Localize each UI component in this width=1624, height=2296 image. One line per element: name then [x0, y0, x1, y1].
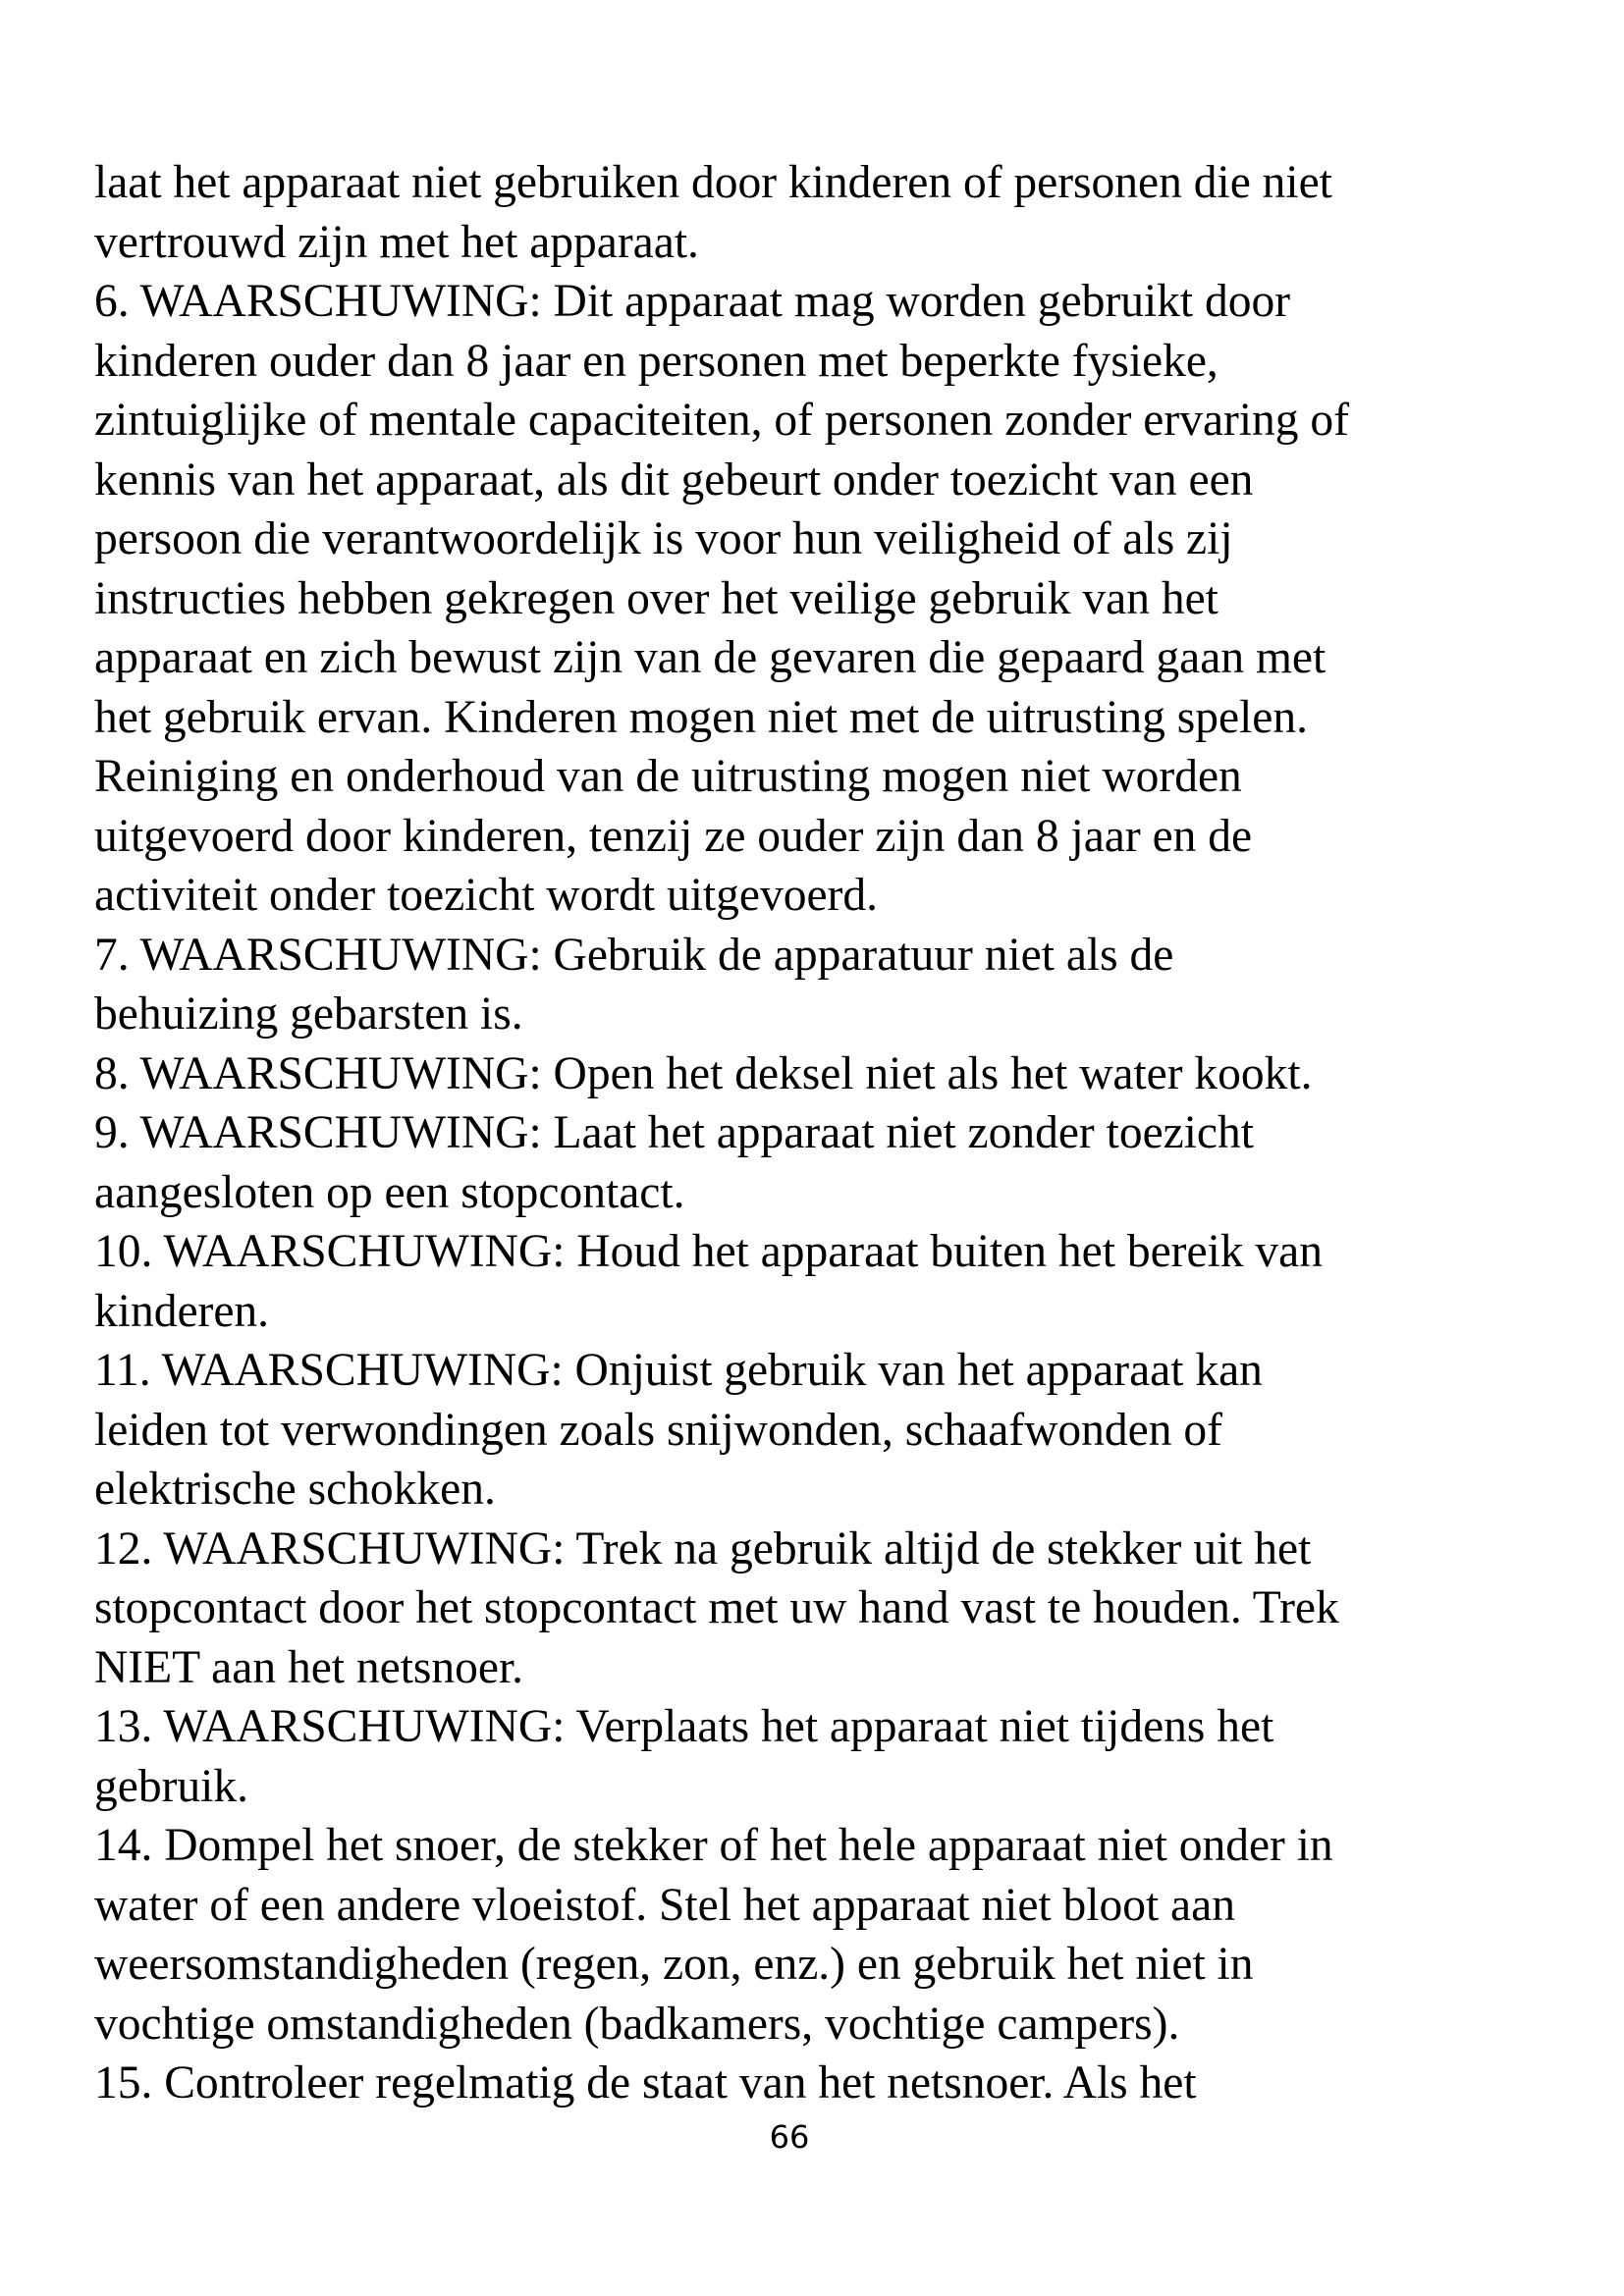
text-line: activiteit onder toezicht wordt uitgevoerd.: [94, 870, 878, 921]
text-line: NIET aan het netsnoer.: [94, 1641, 524, 1693]
page-number: 66: [769, 2118, 810, 2156]
text-line: 10. WAARSCHUWING: Houd het apparaat buiten het bereik van: [94, 1226, 1323, 1277]
text-line: 12. WAARSCHUWING: Trek na gebruik altijd de stekker uit het: [94, 1522, 1312, 1575]
text-line: instructies hebben gekregen over het veilige gebruik van het: [94, 572, 1218, 624]
text-line: uitgevoerd door kinderen, tenzij ze ouder zijn dan 8 jaar en de: [94, 810, 1253, 862]
text-line: het gebruik ervan. Kinderen mogen niet met de uitrusting spelen.: [94, 691, 1308, 743]
text-line: 9. WAARSCHUWING: Laat het apparaat niet zonder toezicht: [94, 1107, 1254, 1158]
text-line: leiden tot verwondingen zoals snijwonden, schaafwonden of: [94, 1404, 1222, 1456]
text-line: 7. WAARSCHUWING: Gebruik de apparatuur niet als de: [94, 929, 1174, 981]
text-line: behuizing gebarsten is.: [94, 988, 523, 1040]
text-line: 15. Controleer regelmatig de staat van het netsnoer. Als het: [94, 2057, 1197, 2109]
text-line: aangesloten op een stopcontact.: [94, 1166, 685, 1218]
text-line: elektrische schokken.: [94, 1464, 496, 1515]
text-line: stopcontact door het stopcontact met uw hand vast te houden. Trek: [94, 1582, 1339, 1633]
document-body: [94, 153, 1547, 2113]
text-line: persoon die verantwoordelijk is voor hun veiligheid of als zij: [94, 513, 1233, 564]
text-line: water of een andere vloeistof. Stel het apparaat niet bloot aan: [94, 1879, 1235, 1931]
text-line: 11. WAARSCHUWING: Onjuist gebruik van het apparaat kan: [94, 1345, 1263, 1396]
text-line: apparaat en zich bewust zijn van de gevaren die gepaard gaan met: [94, 632, 1326, 683]
text-line: kinderen.: [94, 1285, 270, 1337]
text-line: weersomstandigheden (regen, zon, enz.) en gebruik het niet in: [94, 1939, 1254, 1990]
text-line: 6. WAARSCHUWING: Dit apparaat mag worden gebruikt door: [94, 276, 1291, 327]
text-line: kinderen ouder dan 8 jaar en personen met beperkte fysieke,: [94, 335, 1218, 387]
text-line: vertrouwd zijn met het apparaat.: [94, 216, 699, 268]
text-line: laat het apparaat niet gebruiken door kinderen of personen die niet: [94, 157, 1332, 208]
text-line: 8. WAARSCHUWING: Open het deksel niet als het water kookt.: [94, 1047, 1313, 1099]
text-line: Reiniging en onderhoud van de uitrusting mogen niet worden: [94, 751, 1242, 802]
text-line: kennis van het apparaat, als dit gebeurt onder toezicht van een: [94, 454, 1254, 506]
text-line: vochtige omstandigheden (badkamers, vochtige campers).: [94, 1998, 1180, 2050]
text-line: 13. WAARSCHUWING: Verplaats het apparaat niet tijdens het: [94, 1701, 1274, 1752]
text-line: zintuiglijke of mentale capaciteiten, of personen zonder ervaring of: [94, 395, 1350, 446]
text-line: gebruik.: [94, 1760, 248, 1812]
text-line: 14. Dompel het snoer, de stekker of het hele apparaat niet onder in: [94, 1820, 1333, 1871]
